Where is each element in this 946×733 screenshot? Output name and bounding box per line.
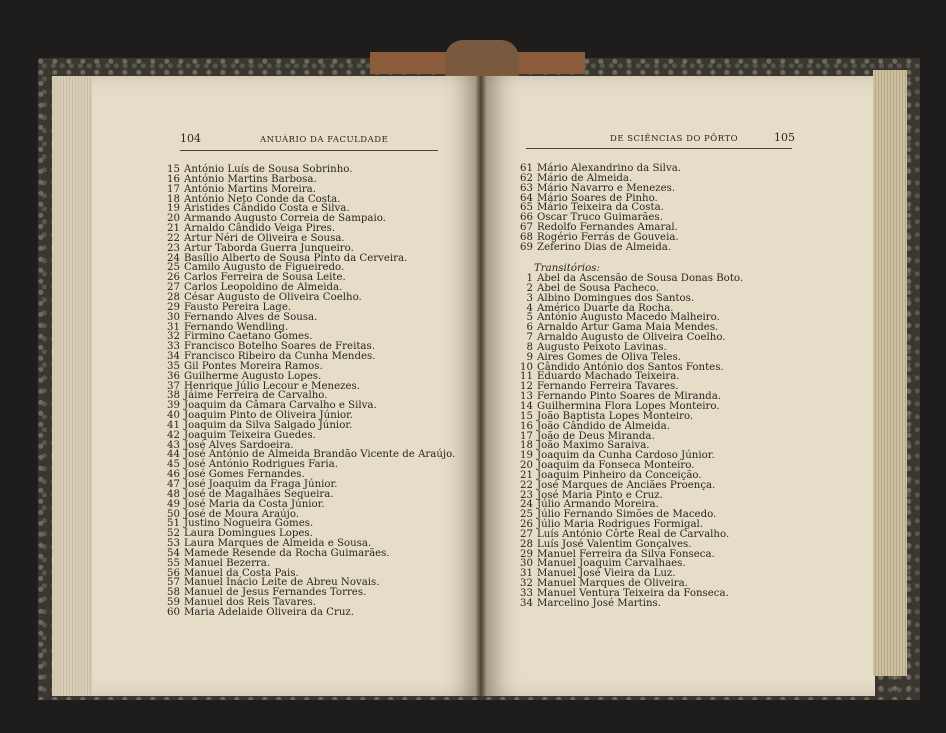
entry-name: Fernando Alves de Sousa.: [184, 311, 318, 323]
entry-number: 19: [167, 203, 180, 215]
entry-name: Joaquim Pinheiro da Conceição.: [537, 469, 702, 481]
left-header-rule: [180, 150, 438, 151]
entry-number: 27: [167, 282, 180, 294]
entry-number: 41: [167, 419, 180, 431]
entry-name: António Augusto Macedo Malheiro.: [537, 312, 720, 324]
entry-number: 2: [526, 282, 533, 294]
entry-number: 45: [167, 459, 180, 471]
entry-name: Firmino Caetano Gomes.: [184, 331, 313, 343]
entry-number: 7: [526, 332, 533, 344]
entry-name: Abel de Sousa Pacheco.: [537, 282, 660, 294]
entry-number: 51: [167, 518, 180, 530]
entry-name: Maria Adelaide Oliveira da Cruz.: [184, 606, 354, 618]
entry-name: Laura Marques de Almeida e Sousa.: [184, 538, 372, 550]
entry-name: Fernando Ferreira Tavares.: [537, 381, 679, 393]
entry-name: Aires Gomes de Oliva Teles.: [537, 351, 681, 363]
entry-name: Artur Taborda Guerra Junqueiro.: [184, 242, 354, 254]
entry-name: Manuel Marques de Oliveira.: [537, 578, 688, 590]
entry-name: César Augusto de Oliveira Coelho.: [184, 291, 362, 303]
entry-name: Arnaldo Cândido Veiga Pires.: [184, 223, 336, 235]
entry-name: José António Rodrigues Faria.: [184, 459, 338, 471]
entry-number: 58: [167, 587, 180, 599]
entry-number: 44: [167, 449, 180, 461]
entry-number: 30: [167, 311, 180, 323]
entry-number: 36: [167, 370, 180, 382]
entry-name: José Alves Sardoeira.: [184, 439, 294, 451]
transitorios-list: [518, 274, 743, 609]
entry-name: José Marques de Anciães Proença.: [537, 479, 716, 491]
entry-number: 21: [167, 223, 180, 235]
right-name-list: [518, 164, 681, 253]
entry-number: 43: [167, 439, 180, 451]
entry-name: Basílio Alberto de Sousa Pinto da Cerveira.: [184, 252, 408, 264]
entry-number: 66: [520, 212, 533, 224]
entry-name: José Joaquim da Fraga Júnior.: [184, 479, 338, 490]
entry-number: 23: [520, 489, 533, 501]
entry-name: Artur Néri de Oliveira e Sousa.: [184, 232, 345, 244]
entry-name: Joaquim Pinto de Oliveira Júnior.: [184, 410, 354, 422]
entry-number: 32: [167, 331, 180, 343]
entry-name: Joaquim da Silva Salgado Júnior.: [184, 419, 353, 431]
entry-name: Manuel Joaquim Carvalhaes.: [537, 558, 686, 570]
entry-number: 31: [167, 321, 180, 333]
entry-name: Manuel Ferreira da Silva Fonseca.: [537, 548, 715, 560]
entry-name: João Maximo Saraiva.: [537, 440, 650, 452]
entry-number: 27: [520, 528, 533, 540]
entry-name: José de Moura Araújo.: [184, 508, 300, 520]
entry-number: 25: [520, 509, 533, 521]
entry-name: Arnaldo Augusto de Oliveira Coelho.: [537, 332, 726, 344]
entry-number: 40: [167, 410, 180, 422]
entry-number: 19: [520, 450, 533, 462]
entry-number: 59: [167, 597, 180, 609]
list-item: [518, 243, 681, 253]
entry-name: Fernando Wendling.: [184, 321, 289, 333]
entry-name: Aristides Cândido Costa e Silva.: [184, 203, 350, 215]
entry-name: António Martins Moreira.: [184, 183, 316, 195]
entry-number: 68: [520, 231, 533, 243]
entry-number: 52: [167, 528, 180, 540]
entry-name: Redolfo Fernandes Amaral.: [537, 222, 678, 234]
entry-name: Arnaldo Artur Gama Maia Mendes.: [537, 322, 719, 334]
book-gutter: [476, 76, 486, 696]
entry-number: 67: [520, 222, 533, 234]
left-page-edges: [52, 76, 92, 696]
entry-number: 16: [520, 420, 533, 432]
entry-number: 69: [520, 241, 533, 253]
entry-number: 5: [526, 312, 533, 324]
entry-name: Henrique Júlio Lecour e Menezes.: [184, 380, 360, 392]
left-name-list: [165, 165, 455, 618]
entry-number: 20: [167, 213, 180, 225]
entry-number: 18: [520, 440, 533, 452]
entry-name: Armando Augusto Correia de Sampaio.: [184, 213, 386, 225]
entry-number: 62: [520, 172, 533, 184]
entry-number: 17: [167, 183, 180, 195]
entry-name: Zeferino Dias de Almeida.: [537, 241, 672, 253]
entry-number: 6: [526, 322, 533, 334]
entry-name: Francisco Ribeiro da Cunha Mendes.: [184, 351, 376, 363]
entry-number: 28: [167, 291, 180, 303]
entry-name: Mário de Almeida.: [537, 172, 633, 184]
entry-number: 32: [520, 578, 533, 590]
entry-number: 9: [526, 351, 533, 363]
entry-number: 60: [167, 606, 180, 618]
entry-name: Luís José Valentim Gonçalves.: [537, 538, 692, 550]
entry-name: Joaquim Teixeira Guedes.: [184, 429, 316, 441]
entry-number: 37: [167, 380, 180, 392]
entry-name: João de Deus Miranda.: [537, 430, 655, 442]
entry-name: Fausto Pereira Lage.: [184, 301, 292, 313]
entry-number: 24: [520, 499, 533, 511]
entry-number: 48: [167, 488, 180, 500]
entry-number: 15: [520, 410, 533, 422]
entry-number: 13: [520, 391, 533, 403]
entry-number: 50: [167, 508, 180, 520]
entry-number: 35: [167, 360, 180, 372]
entry-name: Gil Pontes Moreira Ramos.: [184, 360, 323, 372]
entry-name: João Cândido de Almeida.: [537, 420, 670, 432]
entry-name: Mamede Resende da Rocha Guimarães.: [184, 547, 390, 559]
entry-number: 15: [167, 164, 180, 175]
entry-name: António Neto Conde da Costa.: [184, 193, 341, 205]
entry-number: 26: [520, 519, 533, 531]
entry-name: Júlio Fernando Simões de Macedo.: [537, 509, 717, 521]
entry-name: Abel da Ascensão de Sousa Donas Boto.: [537, 273, 744, 284]
entry-name: Mário Alexandrino da Silva.: [537, 163, 682, 174]
entry-name: Rogério Ferrás de Gouveia.: [537, 231, 679, 243]
entry-name: Mário Teixeira da Costa.: [537, 202, 664, 214]
right-page-number: 105: [774, 131, 795, 144]
entry-name: Mário Navarro e Menezes.: [537, 182, 676, 194]
entry-name: Fernando Pinto Soares de Miranda.: [537, 391, 722, 403]
left-running-head: ANUÁRIO DA FACULDADE: [260, 135, 389, 145]
entry-name: José Maria Pinto e Cruz.: [537, 489, 663, 501]
entry-number: 33: [520, 588, 533, 599]
entry-name: Augusto Peixoto Lavinas.: [537, 341, 667, 353]
entry-name: José António de Almeida Brandão Vicente de Araújo.: [184, 449, 456, 461]
entry-number: 12: [520, 381, 533, 393]
right-header-rule: [526, 148, 792, 149]
entry-name: Manuel da Costa Pais.: [184, 567, 299, 579]
entry-name: Manuel José Vieira da Luz.: [537, 568, 676, 580]
entry-number: 30: [520, 558, 533, 570]
entry-name: Cândido António dos Santos Fontes.: [537, 361, 724, 373]
entry-name: Eduardo Machado Teixeira.: [537, 371, 680, 383]
entry-number: 20: [520, 460, 533, 472]
entry-number: 16: [167, 173, 180, 185]
entry-name: Laura Domingues Lopes.: [184, 528, 313, 540]
entry-number: 28: [520, 538, 533, 550]
entry-name: Luís António Côrte Real de Carvalho.: [537, 528, 730, 540]
entry-number: 29: [520, 548, 533, 560]
entry-name: Camilo Augusto de Figueiredo.: [184, 262, 345, 274]
entry-number: 57: [167, 577, 180, 589]
entry-number: 8: [526, 341, 533, 353]
entry-number: 61: [520, 163, 533, 174]
section-title: Transitórios:: [534, 263, 600, 274]
entry-name: Mário Soares de Pinho.: [537, 192, 658, 204]
entry-name: Albino Domingues dos Santos.: [537, 292, 695, 304]
list-item: [518, 599, 743, 609]
entry-name: Carlos Ferreira de Sousa Leite.: [184, 272, 346, 284]
entry-name: Justino Nogueira Gomes.: [184, 518, 314, 530]
entry-number: 63: [520, 182, 533, 194]
entry-name: Américo Duarte da Rocha.: [537, 302, 674, 314]
entry-name: José Gomes Fernandes.: [184, 469, 305, 481]
left-page-number: 104: [180, 132, 201, 145]
entry-name: Manuel de Jesus Fernandes Torres.: [184, 587, 367, 599]
entry-name: João Baptista Lopes Monteiro.: [537, 410, 694, 422]
right-page-edges: [873, 70, 907, 676]
entry-name: Manuel Ventura Teixeira da Fonseca.: [537, 588, 729, 599]
entry-number: 17: [520, 430, 533, 442]
entry-name: Francisco Botelho Soares de Freitas.: [184, 341, 375, 353]
entry-number: 3: [526, 292, 533, 304]
entry-number: 42: [167, 429, 180, 441]
entry-number: 34: [520, 597, 533, 609]
entry-name: António Martins Barbosa.: [184, 173, 317, 185]
entry-number: 21: [520, 469, 533, 481]
entry-name: José de Magalhães Sequeira.: [184, 488, 334, 500]
entry-name: Joaquim da Fonseca Monteiro.: [537, 460, 695, 472]
entry-name: Joaquim da Cunha Cardoso Júnior.: [537, 450, 715, 462]
spine-headcap: [445, 40, 519, 80]
entry-number: 55: [167, 557, 180, 569]
entry-number: 49: [167, 498, 180, 510]
entry-name: Manuel dos Reis Tavares.: [184, 597, 316, 609]
right-running-head: DE SCIÊNCIAS DO PÔRTO: [610, 134, 739, 144]
entry-number: 22: [520, 479, 533, 491]
entry-number: 11: [520, 371, 533, 383]
entry-number: 39: [167, 400, 180, 412]
entry-name: Guilherme Augusto Lopes.: [184, 370, 322, 382]
entry-number: 46: [167, 469, 180, 481]
entry-name: Júlio Armando Moreira.: [537, 499, 659, 511]
entry-name: Jáime Ferreira de Carvalho.: [184, 390, 328, 402]
entry-number: 26: [167, 272, 180, 284]
entry-name: Guilhermina Flora Lopes Monteiro.: [537, 400, 720, 412]
entry-number: 53: [167, 538, 180, 550]
entry-number: 47: [167, 479, 180, 490]
entry-name: Carlos Leopoldino de Almeida.: [184, 282, 343, 294]
entry-number: 29: [167, 301, 180, 313]
entry-number: 10: [520, 361, 533, 373]
entry-number: 64: [520, 192, 533, 204]
entry-number: 18: [167, 193, 180, 205]
entry-number: 1: [526, 273, 533, 284]
entry-number: 25: [167, 262, 180, 274]
entry-number: 56: [167, 567, 180, 579]
list-item: [165, 608, 455, 618]
entry-number: 31: [520, 568, 533, 580]
entry-number: 38: [167, 390, 180, 402]
entry-name: Manuel Inácio Leite de Abreu Novais.: [184, 577, 380, 589]
entry-name: António Luís de Sousa Sobrinho.: [184, 164, 353, 175]
entry-number: 22: [167, 232, 180, 244]
entry-number: 33: [167, 341, 180, 353]
entry-number: 65: [520, 202, 533, 214]
entry-number: 24: [167, 252, 180, 264]
entry-name: Oscar Truco Guimarães.: [537, 212, 663, 224]
entry-number: 34: [167, 351, 180, 363]
entry-name: José Maria da Costa Júnior.: [184, 498, 325, 510]
entry-name: Manuel Bezerra.: [184, 557, 271, 569]
entry-number: 23: [167, 242, 180, 254]
entry-number: 54: [167, 547, 180, 559]
entry-number: 4: [526, 302, 533, 314]
entry-name: Joaquim da Câmara Carvalho e Silva.: [184, 400, 377, 412]
entry-number: 14: [520, 400, 533, 412]
entry-name: Júlio Maria Rodrigues Formigal.: [537, 519, 704, 531]
entry-name: Marcelino José Martins.: [537, 597, 662, 609]
